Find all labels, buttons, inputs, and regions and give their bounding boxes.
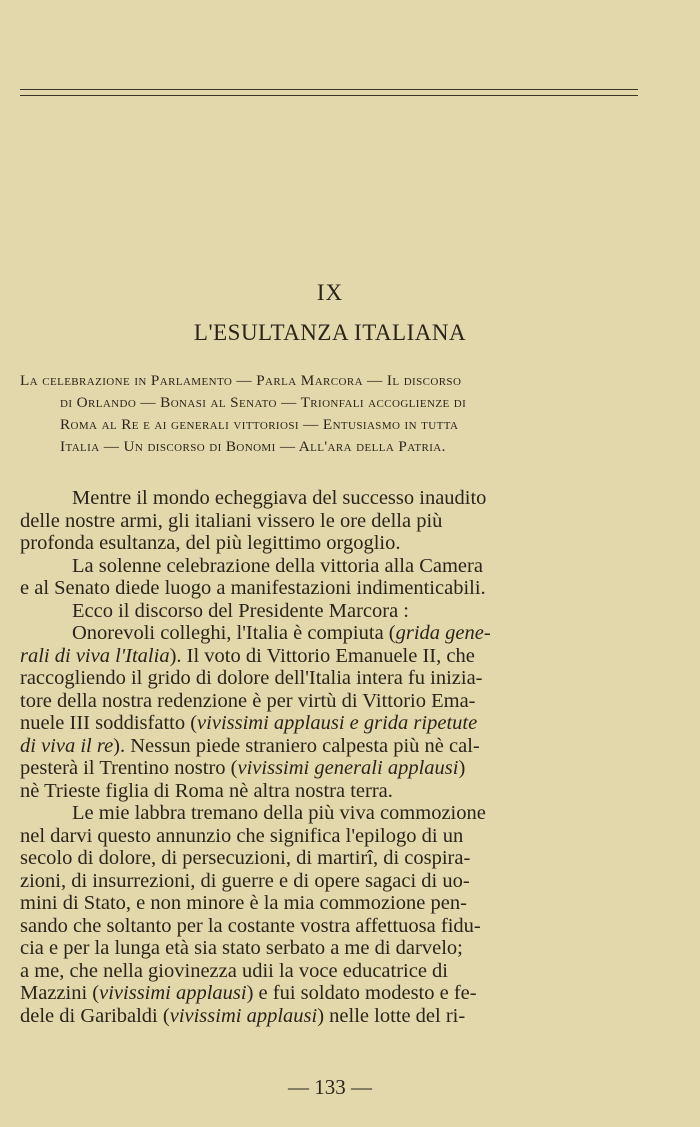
text-run: ) nelle lotte del ri- [317,1004,466,1027]
text-line: raccogliendo il grido di dolore dell'Italia intera fu inizia- [20,667,483,689]
italic-text: grida gene- [395,622,491,644]
text-line: nè Trieste figlia di Roma nè altra nostra terra. [20,779,393,802]
text-line [20,622,640,645]
text-run: pesterà il Trentino nostro ( [20,757,238,779]
text-line: cia e per la lunga età sia stato serbato a me di darvelo; [20,937,463,959]
chapter-title: L'ESULTANZA ITALIANA [193,320,467,345]
chapter-summary [20,370,640,458]
text-line: nel darvi questo annunzio che significa l'epilogo di un [20,824,464,847]
text-line: mini di Stato, e non minore è la mia commozione pen- [20,892,467,914]
italic-text: vivissimi applausi e grida ripetute [197,712,478,734]
text-line: La solenne celebrazione della vittoria alla Camera [72,554,483,577]
text-line [20,645,640,668]
text-line: e al Senato diede luogo a manifestazioni indimenticabili. [20,577,486,599]
text-line [20,982,640,1005]
body-text [20,487,640,1027]
header-rule-top [20,89,638,90]
text-run: Mazzini ( [20,982,100,1004]
text-line [20,1005,640,1028]
text-line: Ecco il discorso del Presidente Marcora : [72,599,409,622]
text-line: Mentre il mondo echeggiava del successo inaudito [72,487,487,509]
text-run: ) [458,757,466,779]
italic-text: di viva il re [20,734,114,757]
italic-text: vivissimi generali applausi [237,757,459,779]
text-run: ). Nessun piede straniero calpesta più nè cal- [113,734,480,757]
text-line: profonda esultanza, del più legittimo orgoglio. [20,532,401,554]
italic-text: rali di viva l'Italia [20,644,170,667]
text-line [20,712,640,735]
page-number: — 133 — [288,1075,372,1099]
summary-line: Italia — Un discorso di Bonomi — All'ara della Patria. [60,438,446,455]
summary-line: di Orlando — Bonasi al Senato — Trionfali accoglienze di [60,394,467,411]
text-run: dele di Garibaldi ( [20,1004,170,1027]
text-line: secolo di dolore, di persecuzioni, di martirî, di cospira- [20,847,471,869]
text-run: ). Il voto di Vittorio Emanuele II, che [169,644,475,667]
italic-text: vivissimi applausi [169,1004,318,1027]
text-line: zioni, di insurrezioni, di guerre e di opere sagaci di uo- [20,869,470,892]
summary-line: La celebrazione in Parlamento — Parla Marcora — Il discorso [20,372,462,389]
text-line: delle nostre armi, gli italiani vissero le ore della più [20,509,443,532]
chapter-number: IX [316,280,344,305]
summary-line: Roma al Re e ai generali vittoriosi — Entusiasmo in tutta [60,416,459,433]
text-line [20,757,640,780]
italic-text: vivissimi applausi [99,982,247,1004]
text-run: nuele III soddisfatto ( [20,712,198,734]
text-line: sando che soltanto per la costante vostra affettuosa fidu- [20,914,481,937]
text-run: ) e fui soldato modesto e fe- [246,982,477,1004]
text-run: Onorevoli colleghi, l'Italia è compiuta ( [72,622,396,644]
text-line: Le mie labbra tremano della più viva commozione [72,802,486,824]
text-line: a me, che nella giovinezza udii la voce educatrice di [20,959,449,982]
text-line [20,735,640,758]
text-line: tore della nostra redenzione è per virtù di Vittorio Ema- [20,689,476,712]
header-rule-bottom [20,95,638,96]
